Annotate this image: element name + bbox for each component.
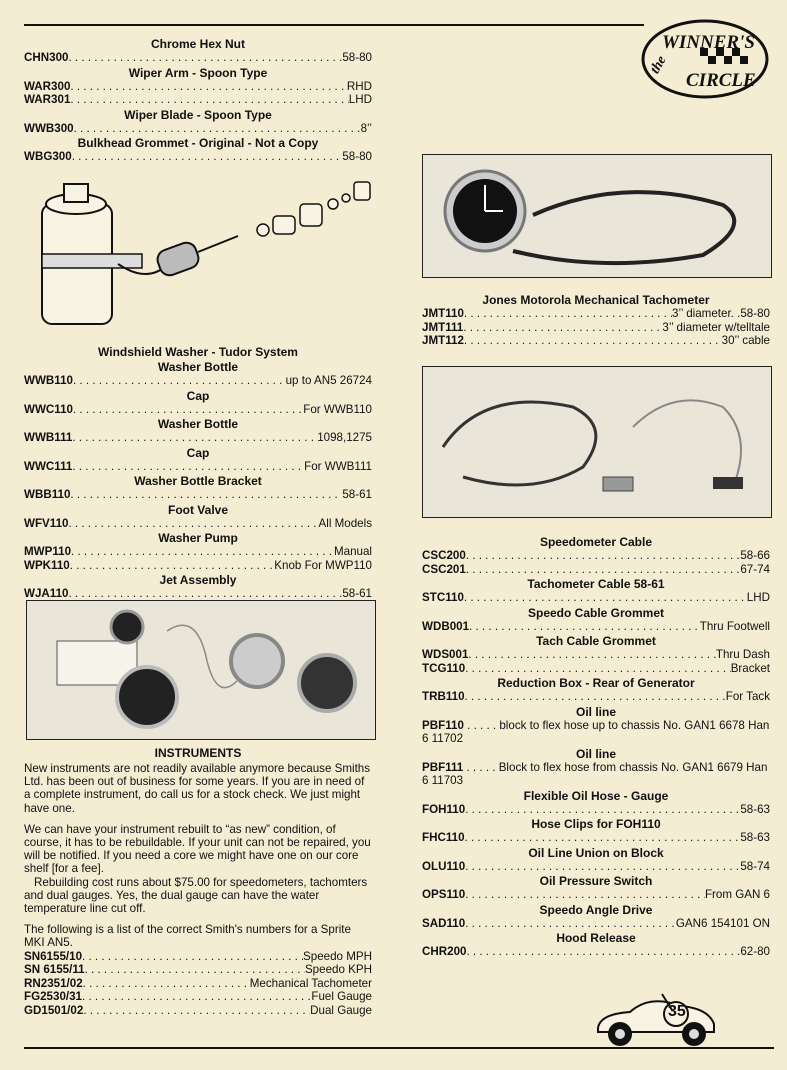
part-value: Bracket (730, 661, 770, 675)
section-heading: Wiper Blade - Spoon Type (124, 107, 272, 122)
part-value: 3’’ diameter. .58-80 (672, 307, 770, 320)
part-row (422, 803, 770, 817)
page-number: 35 (668, 1003, 686, 1020)
section-heading: Speedo Cable Grommet (527, 605, 665, 620)
section-heading: Windshield Washer - Tudor System (98, 345, 298, 359)
part-row (24, 587, 372, 601)
section-heading: Reduction Box - Rear of Generator (497, 676, 695, 690)
smiths-number-list (24, 950, 372, 1018)
left-top-list (24, 36, 372, 164)
part-row (422, 307, 770, 321)
part-row (24, 488, 372, 502)
part-code: WDS001 (422, 648, 469, 661)
instruments-para-1: New instruments are not readily available anymore because Smiths Ltd. has been out of business for some years. If you are in need of a complete instrument, do call us for a stock check. We just might have one. (24, 762, 371, 815)
leader-dots (466, 549, 741, 563)
section-heading: Oil line (575, 704, 616, 719)
part-code: FOH110 (422, 802, 466, 816)
part-code: SAD110 (422, 916, 466, 930)
section-heading: Oil Pressure Switch (539, 874, 653, 888)
part-code: TRB110 (422, 690, 465, 703)
part-code: FHC110 (422, 831, 465, 844)
part-row (24, 517, 372, 531)
leader-dots (465, 831, 741, 845)
leader-dots (70, 559, 275, 573)
part-code: WWC110 (24, 402, 73, 416)
section-heading: Foot Valve (167, 502, 229, 517)
part-value: 58-74 (740, 859, 770, 873)
part-value: GAN6 154101 ON (675, 916, 770, 930)
leader-dots (68, 587, 342, 601)
part-code: WPK110 (24, 558, 70, 572)
instruments-para-2: We can have your instrument rebuilt to “as new” condition, of course, it has to be rebuildable. If your unit can not be repaired, you will be notified. If you need a core we might have one on our core shelf [for a fee]. (24, 822, 371, 876)
part-row (422, 831, 770, 845)
part-row (422, 662, 770, 676)
part-value: Dual Gauge (310, 1003, 372, 1017)
section-heading: Washer Bottle Bracket (134, 474, 262, 488)
part-value: All Models (318, 516, 372, 530)
part-value: Speedo KPH (304, 963, 372, 977)
part-code: SN6155/10 (24, 949, 83, 963)
part-code: FG2530/31 (24, 990, 83, 1004)
section-heading: Cap (186, 388, 210, 403)
leader-dots (74, 122, 361, 136)
part-value: From GAN 6 (704, 888, 770, 901)
instruments-photo (26, 600, 376, 740)
logo-winners: WINNER'S (662, 32, 755, 53)
section-heading: Hood Release (556, 931, 636, 945)
leader-dots (465, 662, 731, 676)
leader-dots (466, 945, 740, 959)
instruments-para-3: Rebuilding cost runs about $75.00 for speedometers, tachomters and dual gauges. Yes, the dual gauge can have the water temperature line cut off. (24, 875, 368, 916)
part-value: up to AN5 26724 (285, 374, 372, 387)
part-row (422, 563, 770, 577)
section-heading: Chrome Hex Nut (150, 37, 245, 51)
part-code: JMT110 (422, 307, 464, 320)
part-value: 62-80 (740, 945, 770, 958)
leader-dots (465, 860, 740, 874)
part-row (24, 950, 372, 964)
part-value: Fuel Gauge (311, 990, 372, 1004)
section-heading: Hose Clips for FOH110 (531, 817, 661, 831)
part-row (24, 559, 372, 573)
leader-dots (71, 545, 334, 559)
part-value: 30’’ cable (721, 334, 770, 347)
part-row (24, 460, 372, 474)
part-row (24, 93, 372, 107)
part-value: Speedo MPH (303, 949, 372, 963)
part-code: RN2351/02 (24, 976, 83, 990)
leader-dots (72, 460, 304, 474)
leader-dots (83, 977, 250, 991)
leader-dots (464, 591, 747, 605)
part-value: Block to flex hose from chassis No. GAN1 6679 Han 6 11703 (422, 760, 768, 787)
part-value: Mechanical Tachometer (249, 976, 372, 990)
logo-the: the (647, 53, 670, 77)
part-value: For WWB110 (303, 402, 372, 416)
part-code: JMT112 (422, 334, 464, 347)
part-row (24, 374, 372, 388)
leader-dots (465, 888, 705, 902)
part-row (422, 620, 770, 634)
part-code: WJA110 (24, 587, 69, 600)
part-row (422, 690, 770, 704)
part-code: PBF111 (422, 760, 464, 774)
tachometer-photo (422, 154, 772, 278)
part-value: 58-63 (740, 831, 770, 844)
part-code: WWB110 (24, 374, 73, 387)
instruments-section (24, 746, 372, 1017)
part-row (24, 80, 372, 94)
part-value: For WWB111 (304, 459, 372, 473)
washer-bottle-illustration (28, 174, 374, 340)
part-code: PBF110 (422, 718, 464, 732)
part-value: 58-63 (740, 802, 770, 816)
part-row (422, 761, 770, 788)
part-value: Manual (333, 545, 372, 558)
section-heading: Bulkhead Grommet - Original - Not a Copy (77, 136, 319, 150)
part-row (422, 591, 770, 605)
part-code: WWB111 (24, 431, 73, 444)
leader-dots (73, 374, 286, 388)
part-code: WAR300 (24, 79, 71, 93)
part-row (422, 648, 770, 662)
part-row (24, 431, 372, 445)
part-row (24, 545, 372, 559)
part-row (422, 917, 770, 931)
leader-dots (70, 488, 342, 502)
tachometer-list (422, 292, 770, 348)
logo-circle: CIRCLE (686, 70, 756, 91)
part-code: WFV110 (24, 516, 69, 530)
section-heading: Wiper Arm - Spoon Type (128, 65, 268, 80)
part-value: block to flex hose up to chassis No. GAN1 6678 Han 6 11702 (422, 718, 770, 745)
leader-dots (469, 620, 700, 634)
section-heading: Jones Motorola Mechanical Tachometer (482, 293, 710, 307)
instruments-heading: INSTRUMENTS (154, 746, 242, 760)
leader-dots (468, 648, 715, 662)
leader-dots (70, 80, 346, 94)
part-value: 58-61 (342, 488, 372, 501)
part-code: CSC200 (422, 549, 466, 562)
part-code: SN 6155/11 (24, 963, 85, 977)
leader-dots: . . . . . (463, 718, 500, 732)
section-heading: Cap (186, 445, 210, 460)
part-code: WBB110 (24, 488, 71, 501)
section-heading: Oil line (575, 746, 616, 761)
leader-dots (82, 950, 303, 964)
sprite-car-drawing (590, 984, 720, 1050)
top-rule (24, 24, 644, 26)
part-row (24, 51, 372, 65)
part-value: 58-66 (740, 549, 770, 562)
part-code: STC110 (422, 591, 464, 604)
part-value: LHD (348, 93, 372, 106)
section-heading: Speedometer Cable (539, 535, 653, 549)
part-code: WWB300 (24, 121, 74, 135)
part-row (24, 1004, 372, 1018)
section-heading: Flexible Oil Hose - Gauge (523, 788, 669, 803)
part-value: 58-61 (342, 587, 372, 600)
left-washer-list (24, 344, 372, 601)
part-value: For Tack (725, 690, 770, 703)
part-row (422, 945, 770, 959)
part-value: 58-80 (342, 51, 372, 64)
leader-dots (73, 403, 303, 417)
part-code: JMT111 (422, 320, 464, 334)
leader-dots (72, 150, 343, 164)
part-value: Thru Footwell (699, 619, 770, 633)
part-value: 67-74 (740, 562, 770, 576)
part-row (24, 977, 372, 991)
leader-dots (85, 963, 305, 977)
part-row (422, 549, 770, 563)
leader-dots (463, 321, 662, 335)
cable-parts-list (422, 534, 770, 959)
part-value: 8’’ (360, 121, 372, 135)
part-code: OLU110 (422, 859, 466, 873)
section-heading: Washer Bottle (157, 360, 239, 374)
instruments-para-4: The following is a list of the correct Smith's numbers for a Sprite MKI AN5. (24, 923, 351, 950)
part-row (422, 334, 770, 348)
part-value: 1098,1275 (317, 431, 372, 444)
part-code: CHR200 (422, 945, 467, 958)
part-row (24, 122, 372, 136)
leader-dots (466, 563, 741, 577)
part-value: 3’’ diameter w/telltale (662, 320, 770, 334)
part-row (422, 719, 770, 746)
part-code: TCG110 (422, 661, 466, 675)
leader-dots (464, 334, 722, 348)
leader-dots (82, 990, 311, 1004)
leader-dots (70, 93, 348, 107)
part-code: CHN300 (24, 51, 69, 64)
section-heading: Jet Assembly (159, 573, 237, 587)
part-value: LHD (746, 591, 770, 604)
part-row (24, 963, 372, 977)
leader-dots (68, 51, 342, 65)
part-code: WAR301 (24, 93, 71, 106)
part-row (422, 888, 770, 902)
section-heading: Speedo Angle Drive (539, 902, 653, 917)
leader-dots (83, 1004, 310, 1018)
section-heading: Tachometer Cable 58-61 (527, 577, 665, 591)
leader-dots (465, 917, 676, 931)
leader-dots (465, 803, 740, 817)
part-value: Knob For MWP110 (274, 558, 372, 572)
part-row (24, 403, 372, 417)
part-value: Thru Dash (715, 648, 770, 661)
part-row (422, 860, 770, 874)
part-value: RHD (346, 79, 372, 93)
section-heading: Washer Pump (158, 531, 238, 545)
section-heading: Washer Bottle (157, 417, 239, 431)
leader-dots (72, 431, 317, 445)
part-row (24, 150, 372, 164)
part-row (24, 990, 372, 1004)
part-code: WWC111 (24, 459, 73, 473)
part-value: 58-80 (342, 150, 372, 163)
part-code: WDB001 (422, 619, 470, 633)
leader-dots (465, 690, 726, 704)
cables-photo (422, 366, 772, 518)
section-heading: Oil Line Union on Block (528, 845, 664, 860)
winners-circle-logo (640, 18, 770, 100)
part-code: CSC201 (422, 562, 466, 576)
leader-dots: . . . . . (463, 760, 499, 774)
leader-dots (68, 517, 318, 531)
leader-dots (464, 307, 672, 321)
part-code: GD1501/02 (24, 1003, 84, 1017)
part-code: WBG300 (24, 150, 72, 163)
part-code: MWP110 (24, 545, 72, 558)
section-heading: Tach Cable Grommet (536, 634, 656, 648)
part-row (422, 321, 770, 335)
part-code: OPS110 (422, 888, 466, 901)
